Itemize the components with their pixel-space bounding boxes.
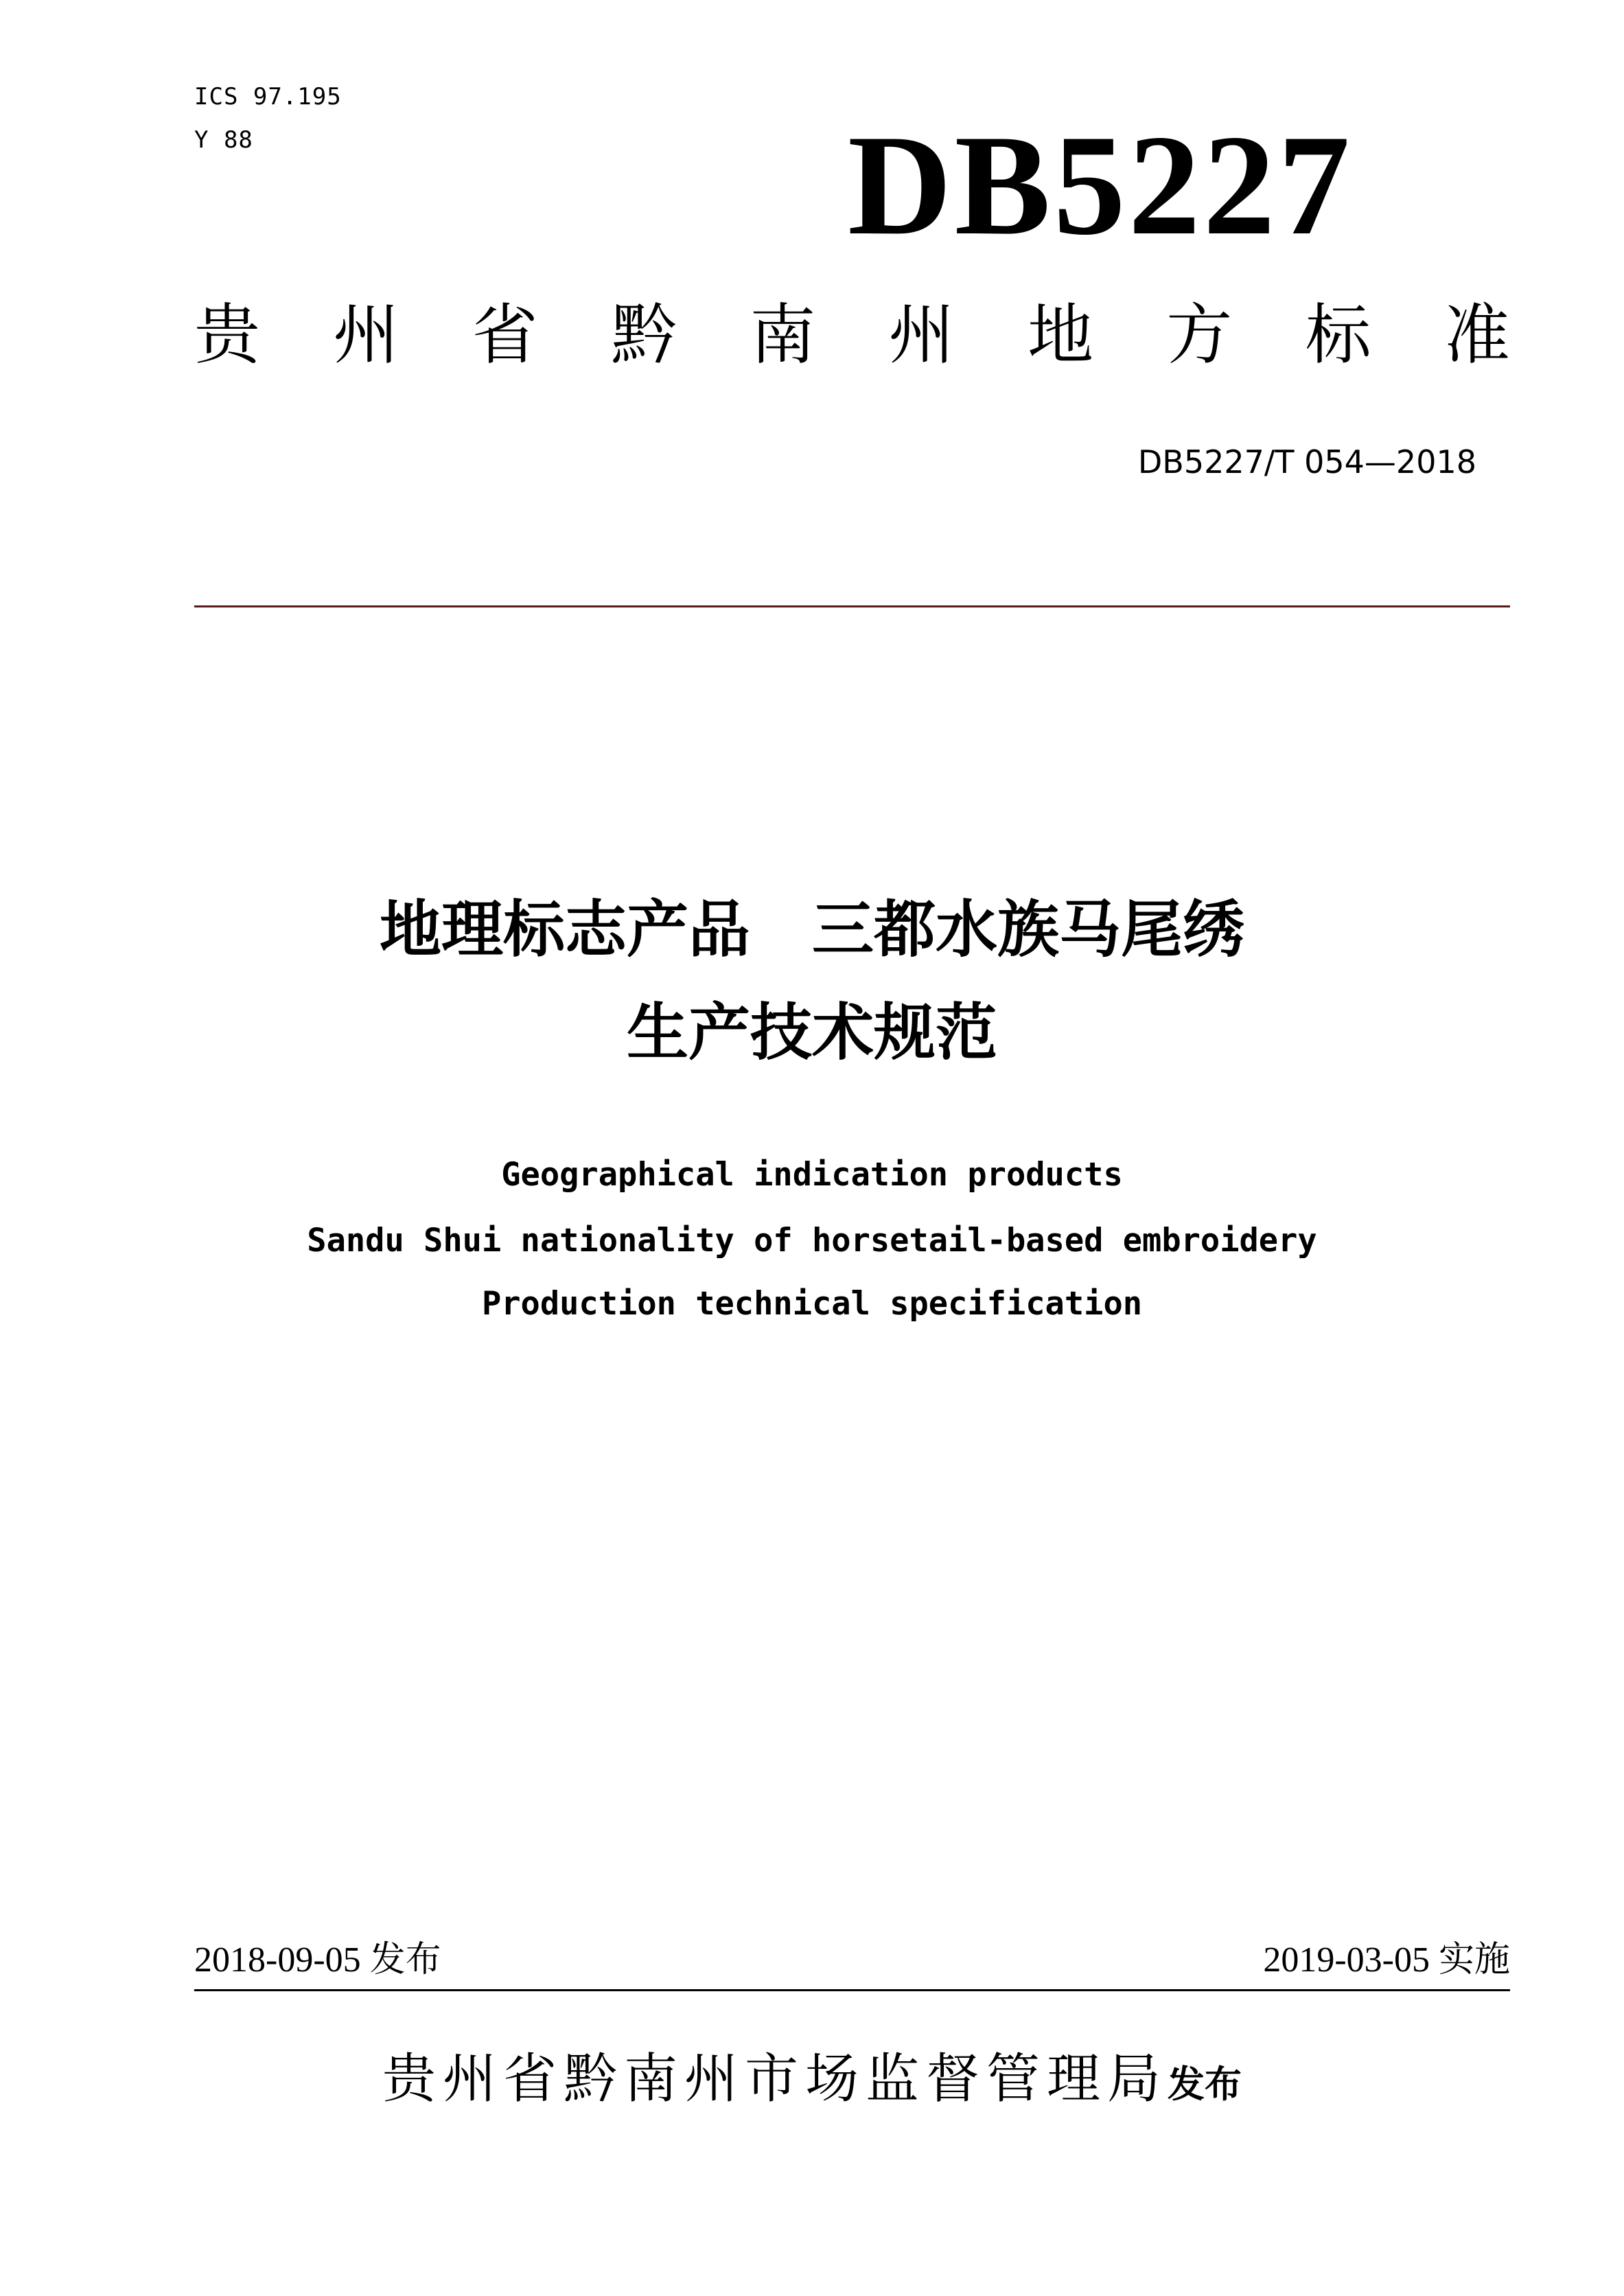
standard-type-char: 地: [1027, 297, 1093, 373]
title-en-line-3: Production technical specification: [481, 1285, 1143, 1323]
standard-type-char: 州: [888, 297, 955, 373]
ics-code: ICS 97.195: [194, 83, 342, 111]
standard-type-heading: [194, 297, 1510, 373]
publisher-line: [0, 2048, 1624, 2110]
title-zh-line-2: 生产技术规范: [627, 997, 997, 1069]
standard-type-char: 黔: [610, 297, 677, 373]
publisher-name: 贵州省黔南州市场监督管理局: [382, 2048, 1168, 2110]
standard-type-char: 准: [1443, 297, 1510, 373]
title-zh-line-1: 地理标志产品 三都水族马尾绣: [380, 894, 1244, 966]
publisher-suffix: 发布: [1168, 2063, 1242, 2106]
standard-type-char: 贵: [194, 297, 260, 373]
standard-type-char: 标: [1305, 297, 1371, 373]
standard-number: DB5227/T 054—2018: [1137, 443, 1476, 480]
standard-type-char: 南: [750, 297, 816, 373]
implementation-date: 2019-03-05 实施: [1263, 1940, 1510, 1980]
standard-code: DB5227: [848, 106, 1353, 265]
standard-type-char: 方: [1166, 297, 1233, 373]
standard-type-char: 州: [333, 297, 399, 373]
title-en-line-2: Sandu Shui nationality of horsetail-based embroidery: [307, 1222, 1317, 1260]
issue-date: 2018-09-05 发布: [194, 1940, 441, 1980]
footer-divider: [194, 1989, 1510, 1991]
ccs-code: Y 88: [194, 126, 253, 154]
header-divider: [194, 605, 1510, 607]
standard-type-char: 省: [472, 297, 538, 373]
title-en-line-1: Geographical indication products: [501, 1156, 1123, 1194]
